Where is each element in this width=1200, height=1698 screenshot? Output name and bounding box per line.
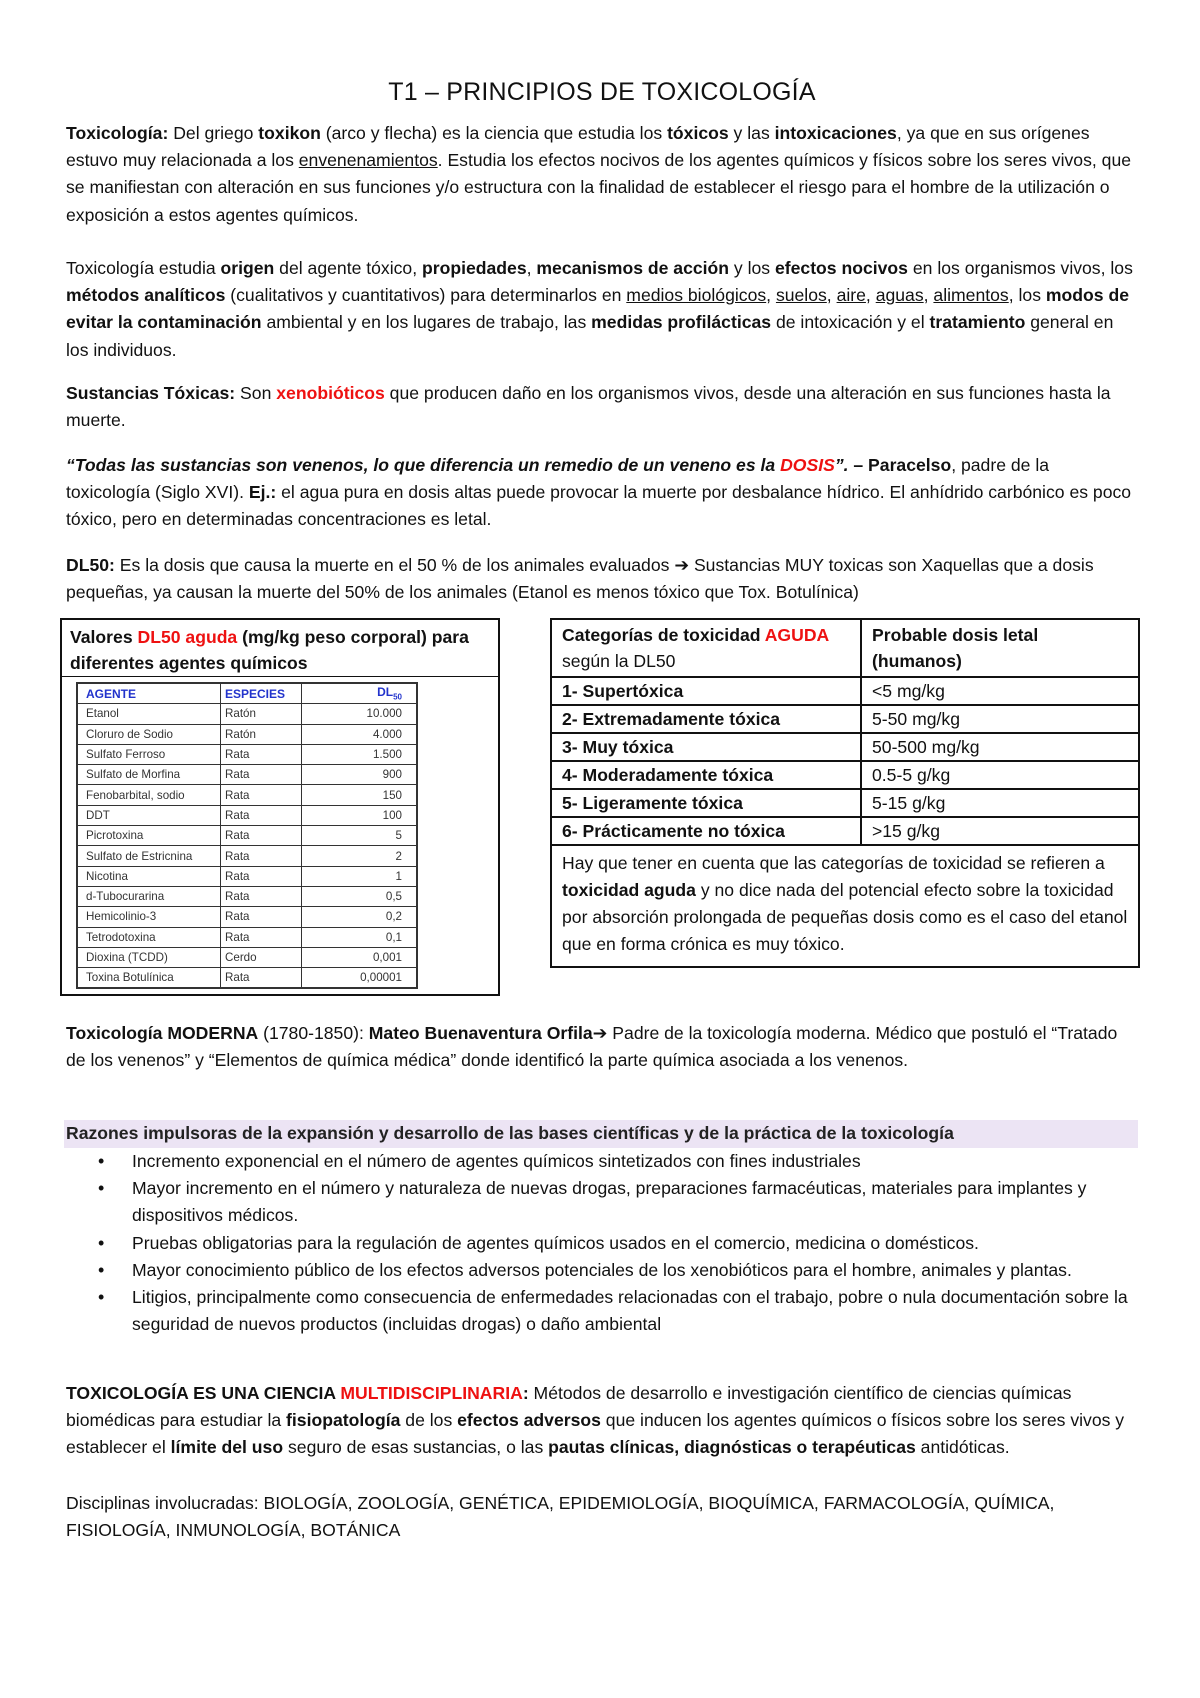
- paragraph-scope: Toxicología estudia origen del agente tóxico, propiedades, mecanismos de acción y los efectos nocivos en los organismos vivos, los métodos analíticos (cualitativos y cuantitativos) para determinarlos en medios biológicos, suelos, aire, aguas, alimentos, los modos de evitar la contaminación ambiental y en los lugares de trabajo, las medidas profilácticas de intoxicación y el tratamiento general en los individuos.: [66, 258, 1133, 360]
- cell-dl50: 150: [302, 785, 418, 805]
- paragraph-dl50: DL50: Es la dosis que causa la muerte en el 50 % de los animales evaluados ➔ Sustancias MUY toxicas son Xaquellas que a dosis pequeñas, ya causan la muerte del 50% de los animales (Etanol es menos tóxico que Tox. Botulínica): [66, 555, 1094, 603]
- table-row: [77, 846, 417, 866]
- cell-category: 2- Extremadamente tóxica: [551, 705, 861, 733]
- cell-dl50: 5: [302, 826, 418, 846]
- cell-dl50: 0,1: [302, 927, 418, 947]
- cell-lethal-dose: <5 mg/kg: [861, 677, 1139, 705]
- cell-agent: Sulfato de Estricnina: [77, 846, 221, 866]
- cell-dl50: 2: [302, 846, 418, 866]
- cell-category: 1- Supertóxica: [551, 677, 861, 705]
- cell-agent: Etanol: [77, 704, 221, 724]
- table-row: [77, 724, 417, 744]
- table-header-row: [551, 619, 1139, 677]
- list-item: • Incremento exponencial en el número de agentes químicos sintetizados con fines industriales: [110, 1148, 1134, 1175]
- cell-species: Rata: [221, 846, 302, 866]
- table-row: [551, 705, 1139, 733]
- cell-agent: DDT: [77, 805, 221, 825]
- table-row: [77, 927, 417, 947]
- table-note-row: [551, 845, 1139, 967]
- arrow-right-icon: ➔: [592, 1023, 608, 1043]
- table-row: [551, 733, 1139, 761]
- paragraph-multidisciplinary: TOXICOLOGÍA ES UNA CIENCIA MULTIDISCIPLINARIA: Métodos de desarrollo e investigación científico de ciencias químicas biomédicas para estudiar la fisiopatología de los efectos adversos que inducen los agentes químicos o físicos sobre los seres vivos y establecer el límite del uso seguro de esas sustancias, o las pautas clínicas, diagnósticas o terapéuticas antidóticas.: [66, 1383, 1125, 1458]
- column-header-category: Categorías de toxicidad AGUDA según la DL50: [551, 619, 861, 677]
- table-row: [77, 907, 417, 927]
- ld50-values-box: [60, 618, 500, 996]
- cell-agent: Toxina Botulínica: [77, 968, 221, 989]
- cell-agent: Sulfato de Morfina: [77, 765, 221, 785]
- cell-species: Rata: [221, 927, 302, 947]
- list-item: • Mayor conocimiento público de los efectos adversos potenciales de los xenobióticos para el hombre, animales y plantas.: [110, 1257, 1134, 1284]
- ld50-table: [76, 682, 418, 989]
- cell-dl50: 900: [302, 765, 418, 785]
- table-row: [77, 704, 417, 724]
- cell-species: Rata: [221, 785, 302, 805]
- cell-species: Rata: [221, 866, 302, 886]
- cell-dl50: 1: [302, 866, 418, 886]
- table-row: [551, 677, 1139, 705]
- table-header-row: [77, 683, 417, 704]
- table-row: [77, 826, 417, 846]
- table-row: [77, 765, 417, 785]
- cell-agent: Fenobarbital, sodio: [77, 785, 221, 805]
- table-row: [77, 968, 417, 989]
- cell-species: Rata: [221, 805, 302, 825]
- cell-dl50: 0,00001: [302, 968, 418, 989]
- list-item: • Pruebas obligatorias para la regulación de agentes químicos usados en el comercio, medicina o domésticos.: [110, 1230, 1134, 1257]
- table-row: [77, 805, 417, 825]
- table-row: [551, 761, 1139, 789]
- cell-agent: Dioxina (TCDD): [77, 947, 221, 967]
- table-row: [551, 789, 1139, 817]
- cell-agent: Cloruro de Sodio: [77, 724, 221, 744]
- table-row: [77, 744, 417, 764]
- cell-species: Rata: [221, 765, 302, 785]
- cell-species: Rata: [221, 907, 302, 927]
- paragraph-modern-toxicology: Toxicología MODERNA (1780-1850): Mateo Buenaventura Orfila➔ Padre de la toxicología moderna. Médico que postuló el “Tratado de los venenos” y “Elementos de química médica” donde identificó la parte química asociada a los venenos.: [66, 1023, 1118, 1071]
- cell-agent: Sulfato Ferroso: [77, 744, 221, 764]
- arrow-right-icon: ➔: [674, 555, 690, 575]
- cell-lethal-dose: 0.5-5 g/kg: [861, 761, 1139, 789]
- cell-dl50: 0,2: [302, 907, 418, 927]
- cell-lethal-dose: 50-500 mg/kg: [861, 733, 1139, 761]
- cell-species: Ratón: [221, 704, 302, 724]
- cell-dl50: 0,5: [302, 886, 418, 906]
- table-row: [77, 785, 417, 805]
- ld50-box-header: Valores DL50 aguda (mg/kg peso corporal) para diferentes agentes químicos: [70, 627, 469, 673]
- acute-toxicity-note: Hay que tener en cuenta que las categorías de toxicidad se refieren a toxicidad aguda y no dice nada del potencial efecto sobre la toxicidad por absorción prolongada de pequeñas dosis como es el caso del etanol que en forma crónica es muy tóxico.: [551, 845, 1139, 967]
- table-row: [551, 817, 1139, 845]
- cell-agent: Picrotoxina: [77, 826, 221, 846]
- cell-dl50: 4.000: [302, 724, 418, 744]
- acute-toxicity-table: [550, 618, 1140, 968]
- cell-category: 5- Ligeramente tóxica: [551, 789, 861, 817]
- cell-category: 3- Muy tóxica: [551, 733, 861, 761]
- cell-category: 4- Moderadamente tóxica: [551, 761, 861, 789]
- cell-lethal-dose: >15 g/kg: [861, 817, 1139, 845]
- cell-agent: Tetrodotoxina: [77, 927, 221, 947]
- cell-agent: d-Tubocurarina: [77, 886, 221, 906]
- reasons-list: [110, 1148, 1134, 1338]
- cell-species: Rata: [221, 968, 302, 989]
- table-row: [77, 866, 417, 886]
- cell-species: Cerdo: [221, 947, 302, 967]
- paragraph-paracelsus-quote: “Todas las sustancias son venenos, lo que diferencia un remedio de un veneno es la DOSIS”. – Paracelso, padre de la toxicología (Siglo XVI). Ej.: el agua pura en dosis altas puede provocar la muerte por desbalance hídrico. El anhídrido carbónico es poco tóxico, pero en determinadas concentraciones es letal.: [66, 455, 1132, 530]
- list-item: • Mayor incremento en el número y naturaleza de nuevas drogas, preparaciones farmacéuticas, materiales para implantes y dispositivos médicos.: [110, 1175, 1134, 1229]
- column-header-agent: AGENTE: [77, 683, 221, 704]
- cell-species: Rata: [221, 826, 302, 846]
- list-item: • Litigios, principalmente como consecuencia de enfermedades relacionadas con el trabajo, pobre o nula documentación sobre la seguridad de nuevos productos (incluidas drogas) o daño ambiental: [110, 1284, 1134, 1338]
- column-header-lethal-dose: Probable dosis letal (humanos): [861, 619, 1139, 677]
- divider: [62, 676, 498, 677]
- cell-dl50: 100: [302, 805, 418, 825]
- paragraph-toxic-substances: Sustancias Tóxicas: Son xenobióticos que producen daño en los organismos vivos, desde una alteración en sus funciones hasta la muerte.: [66, 383, 1111, 431]
- column-header-species: ESPECIES: [221, 683, 302, 704]
- cell-dl50: 1.500: [302, 744, 418, 764]
- reasons-heading: Razones impulsoras de la expansión y desarrollo de las bases científicas y de la práctica de la toxicología: [66, 1123, 954, 1143]
- cell-agent: Hemicolinio-3: [77, 907, 221, 927]
- cell-species: Ratón: [221, 724, 302, 744]
- cell-species: Rata: [221, 744, 302, 764]
- column-header-dl50: $DL_{50}$: [302, 683, 418, 704]
- cell-dl50: 0,001: [302, 947, 418, 967]
- cell-species: Rata: [221, 886, 302, 906]
- cell-agent: Nicotina: [77, 866, 221, 886]
- cell-category: 6- Prácticamente no tóxica: [551, 817, 861, 845]
- page-title: T1 – PRINCIPIOS DE TOXICOLOGÍA: [388, 78, 816, 106]
- table-row: [77, 947, 417, 967]
- cell-dl50: 10.000: [302, 704, 418, 724]
- paragraph-definition: Toxicología: Del griego toxikon (arco y flecha) es la ciencia que estudia los tóxicos y las intoxicaciones, ya que en sus orígenes estuvo muy relacionada a los envenenamientos. Estudia los efectos nocivos de los agentes químicos y físicos sobre los seres vivos, que se manifiestan con alteración en sus funciones y/o estructura con la finalidad de establecer el riesgo para el hombre de la utilización o exposición a estos agentes químicos.: [66, 123, 1132, 225]
- table-row: [77, 886, 417, 906]
- cell-lethal-dose: 5-50 mg/kg: [861, 705, 1139, 733]
- cell-lethal-dose: 5-15 g/kg: [861, 789, 1139, 817]
- paragraph-disciplines: Disciplinas involucradas: BIOLOGÍA, ZOOLOGÍA, GENÉTICA, EPIDEMIOLOGÍA, BIOQUÍMICA, FARMACOLOGÍA, QUÍMICA, FISIOLOGÍA, INMUNOLOGÍA, BOTÁNICA: [66, 1493, 1055, 1541]
